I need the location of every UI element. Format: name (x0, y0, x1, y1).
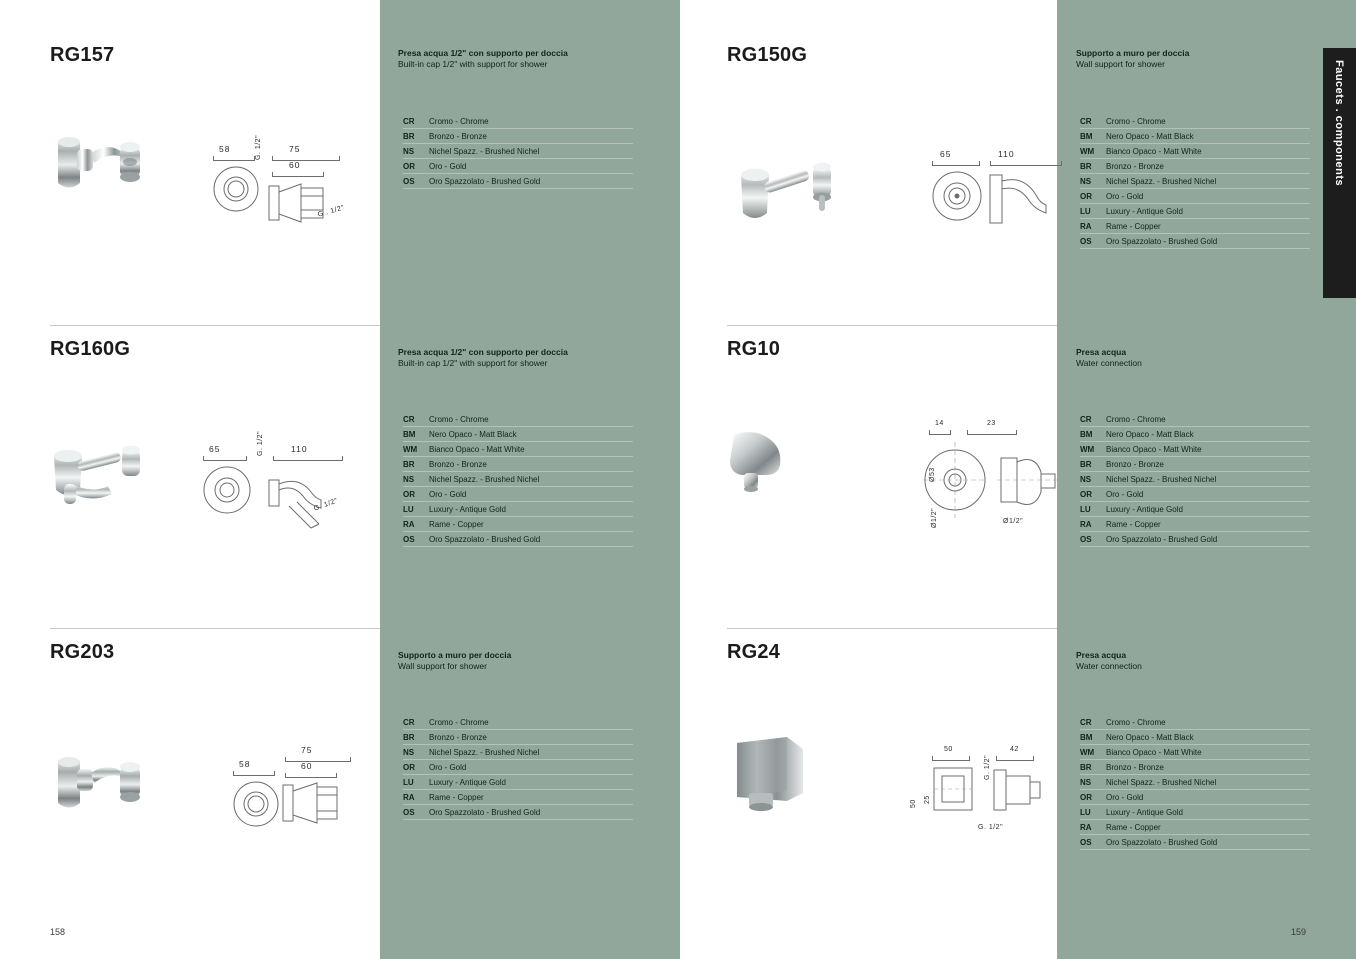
finish-row: LU Luxury - Antique Gold (1080, 805, 1310, 820)
technical-drawing-rg157: 58 75 60 G. 1/2" G . 1/2" (205, 140, 365, 250)
finish-row: CR Cromo - Chrome (1080, 715, 1310, 730)
finish-row: OS Oro Spazzolato - Brushed Gold (403, 805, 633, 820)
divider (727, 628, 1057, 629)
description-rg203: Supporto a muro per doccia Wall support for shower (398, 650, 512, 672)
section-tab (1323, 48, 1356, 298)
product-photo-rg160g (50, 440, 170, 520)
description-rg150g: Supporto a muro per doccia Wall support for shower (1076, 48, 1190, 70)
technical-drawing-rg10: 14 23 Ø53 Ø1/2" Ø1/2" (915, 418, 1095, 543)
finish-row: NS Nichel Spazz. - Brushed Nichel (1080, 472, 1310, 487)
finish-row: CR Cromo - Chrome (403, 715, 633, 730)
finish-row: WM Bianco Opaco - Matt White (1080, 745, 1310, 760)
product-code-rg160g: RG160G (50, 338, 131, 360)
product-code-rg157: RG157 (50, 44, 115, 66)
finish-row: LU Luxury - Antique Gold (403, 502, 633, 517)
finish-row: CR Cromo - Chrome (403, 412, 633, 427)
finish-list-rg150g (1080, 114, 1310, 249)
product-photo-rg203 (50, 745, 160, 825)
finish-row: BR Bronzo - Bronze (1080, 457, 1310, 472)
finish-list-rg160g (403, 412, 633, 547)
finish-row: RA Rame - Copper (1080, 820, 1310, 835)
page-number-left: 158 (50, 927, 66, 937)
finish-row: OR Oro - Gold (403, 159, 633, 174)
description-rg10: Presa acqua Water connection (1076, 347, 1142, 369)
finish-row: OS Oro Spazzolato - Brushed Gold (1080, 234, 1310, 249)
finish-row: BR Bronzo - Bronze (403, 457, 633, 472)
finish-row: OR Oro - Gold (403, 487, 633, 502)
finish-row: NS Nichel Spazz. - Brushed Nichel (1080, 174, 1310, 189)
finish-row: BM Nero Opaco - Matt Black (1080, 730, 1310, 745)
finish-row: LU Luxury - Antique Gold (1080, 502, 1310, 517)
section-tab-label: Faucets . components (1333, 60, 1345, 187)
product-code-rg150g: RG150G (727, 44, 808, 66)
divider (727, 325, 1057, 326)
finish-row: WM Bianco Opaco - Matt White (1080, 442, 1310, 457)
finish-row: BR Bronzo - Bronze (1080, 760, 1310, 775)
description-rg160g: Presa acqua 1/2" con supporto per doccia Built-in cap 1/2" with support for shower (398, 347, 568, 369)
finish-row: NS Nichel Spazz. - Brushed Nichel (403, 144, 633, 159)
product-code-rg10: RG10 (727, 338, 781, 360)
finish-row: LU Luxury - Antique Gold (403, 775, 633, 790)
product-code-rg203: RG203 (50, 641, 115, 663)
technical-drawing-rg203: 58 75 60 (225, 745, 385, 845)
finish-row: RA Rame - Copper (1080, 219, 1310, 234)
finish-row: OS Oro Spazzolato - Brushed Gold (403, 174, 633, 189)
finish-row: WM Bianco Opaco - Matt White (1080, 144, 1310, 159)
product-photo-rg150g (735, 155, 855, 240)
finish-row: NS Nichel Spazz. - Brushed Nichel (403, 472, 633, 487)
product-code-rg24: RG24 (727, 641, 781, 663)
product-photo-rg24 (733, 735, 811, 813)
finish-row: OR Oro - Gold (403, 760, 633, 775)
finish-list-rg157 (403, 114, 633, 189)
finish-row: NS Nichel Spazz. - Brushed Nichel (403, 745, 633, 760)
finish-row: OS Oro Spazzolato - Brushed Gold (403, 532, 633, 547)
finish-list-rg203 (403, 715, 633, 820)
description-rg157: Presa acqua 1/2" con supporto per doccia Built-in cap 1/2" with support for shower (398, 48, 568, 70)
finish-list-rg10 (1080, 412, 1310, 547)
finish-row: NS Nichel Spazz. - Brushed Nichel (1080, 775, 1310, 790)
finish-row: BM Nero Opaco - Matt Black (1080, 129, 1310, 144)
finish-row: CR Cromo - Chrome (403, 114, 633, 129)
finish-row: OS Oro Spazzolato - Brushed Gold (1080, 835, 1310, 850)
finish-row: OR Oro - Gold (1080, 790, 1310, 805)
finish-row: RA Rame - Copper (403, 517, 633, 532)
product-photo-rg157 (50, 125, 160, 205)
finish-row: BR Bronzo - Bronze (1080, 159, 1310, 174)
finish-row: CR Cromo - Chrome (1080, 114, 1310, 129)
finish-row: LU Luxury - Antique Gold (1080, 204, 1310, 219)
finish-row: WM Bianco Opaco - Matt White (403, 442, 633, 457)
page-number-right: 159 (1290, 927, 1306, 937)
finish-row: OR Oro - Gold (1080, 487, 1310, 502)
finish-row: BM Nero Opaco - Matt Black (1080, 427, 1310, 442)
technical-drawing-rg150g: 65 110 (920, 145, 1080, 245)
divider (50, 325, 380, 326)
finish-row: BR Bronzo - Bronze (403, 730, 633, 745)
finish-row: CR Cromo - Chrome (1080, 412, 1310, 427)
finish-row: OR Oro - Gold (1080, 189, 1310, 204)
divider (50, 628, 380, 629)
finish-row: RA Rame - Copper (1080, 517, 1310, 532)
finish-list-rg24 (1080, 715, 1310, 850)
finish-row: BR Bronzo - Bronze (403, 129, 633, 144)
technical-drawing-rg160g: 65 G. 1/2" 110 G. 1/2" (195, 440, 370, 550)
finish-row: RA Rame - Copper (403, 790, 633, 805)
finish-row: BM Nero Opaco - Matt Black (403, 427, 633, 442)
finish-row: OS Oro Spazzolato - Brushed Gold (1080, 532, 1310, 547)
technical-drawing-rg24: 50 42 50 25 G. 1/2" G. 1/2" (900, 740, 1080, 850)
product-photo-rg10 (728, 425, 798, 497)
description-rg24: Presa acqua Water connection (1076, 650, 1142, 672)
